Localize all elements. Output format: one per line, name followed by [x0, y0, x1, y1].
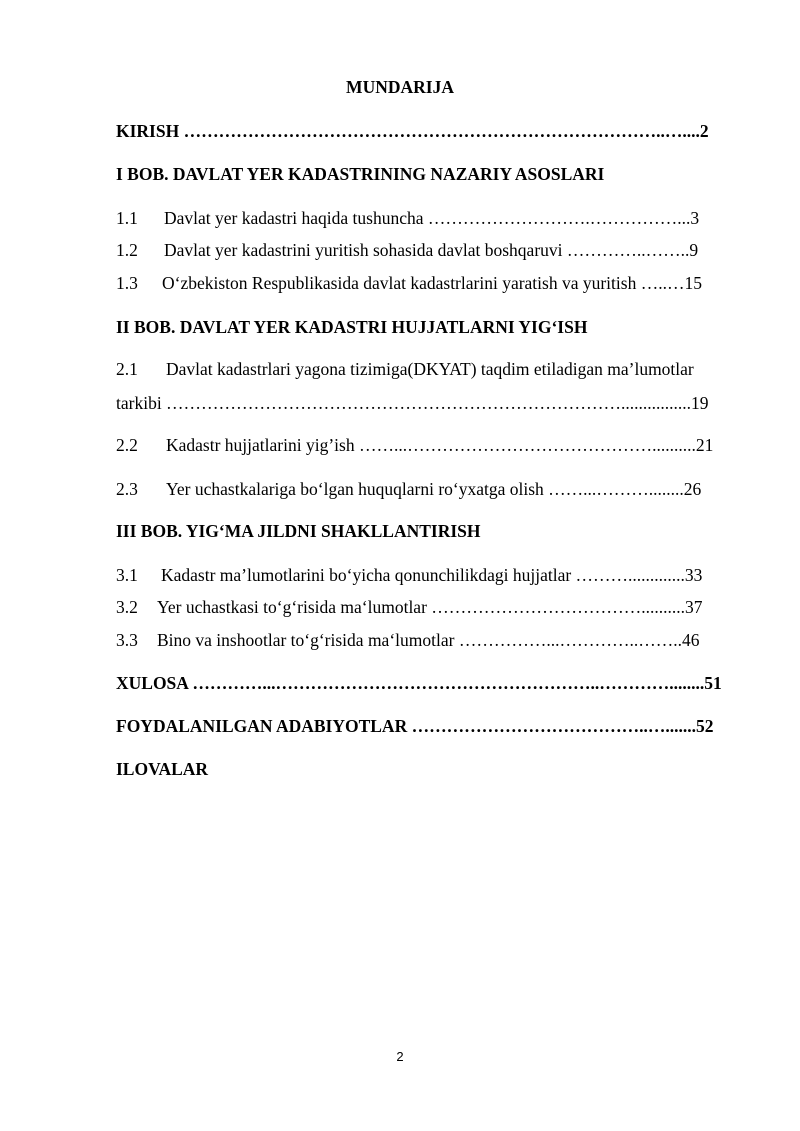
section-title: Davlat yer kadastri haqida tushuncha ……………………….……………...3 [164, 208, 700, 228]
section-number: 2.2 [116, 435, 138, 455]
section-number: 3.1 [116, 565, 138, 585]
section-title: Davlat kadastrlari yagona tizimiga(DKYAT) taqdim etiladigan ma’lumotlar [166, 359, 694, 379]
toc-entry-3-2 [116, 596, 703, 618]
section-title: Bino va inshootlar to‘g‘risida ma‘lumotlar ……………...…………..……..46 [157, 630, 700, 650]
section-title: Kadastr ma’lumotlarini bo‘yicha qonunchilikdagi hujjatlar ……….............33 [161, 565, 703, 585]
section-title: Davlat yer kadastrini yuritish sohasida davlat boshqaruvi …………..……..9 [164, 240, 699, 260]
toc-title: MUNDARIJA [346, 77, 454, 97]
toc-entry-1-3 [116, 272, 702, 294]
toc-entry-2-1-continued: tarkibi ……………………………………………………………………................19 [116, 393, 709, 413]
section-title: O‘zbekiston Respublikasida davlat kadastrlarini yaratish va yuritish …..…15 [162, 273, 702, 293]
toc-entry-3-3 [116, 629, 699, 651]
section-number: 2.3 [116, 479, 138, 499]
toc-entry-1-1 [116, 207, 699, 229]
chapter-2-heading: II BOB. DAVLAT YER KADASTRI HUJJATLARNI YIG‘ISH [116, 317, 588, 337]
chapter-1-heading: I BOB. DAVLAT YER KADASTRINING NAZARIY ASOSLARI [116, 164, 605, 184]
toc-entry-ilovalar: ILOVALAR [116, 759, 209, 779]
toc-entry-3-1 [116, 564, 702, 586]
chapter-3-heading: III BOB. YIG‘MA JILDNI SHAKLLANTIRISH [116, 521, 481, 541]
toc-entry-foydalanilgan-adabiyotlar: FOYDALANILGAN ADABIYOTLAR …………………………………..….......52 [116, 716, 714, 736]
section-title: Kadastr hujjatlarini yig’ish ……...……………………………………..........21 [166, 435, 714, 455]
section-number: 2.1 [116, 359, 138, 379]
section-number: 3.2 [116, 597, 138, 617]
toc-entry-kirish: KIRISH ………………………………………………………………………..…....2 [116, 121, 709, 141]
toc-entry-2-2 [116, 434, 713, 456]
page-number: 2 [396, 1049, 404, 1064]
toc-entry-2-1 [116, 358, 694, 380]
section-number: 1.2 [116, 240, 138, 260]
toc-entry-xulosa: XULOSA …………...………………………………………………..…………........51 [116, 673, 722, 693]
section-title: Yer uchastkalariga bo‘lgan huquqlarni ro‘yxatga olish ……...………........26 [166, 479, 702, 499]
section-title: Yer uchastkasi to‘g‘risida ma‘lumotlar ………………………………..........37 [157, 597, 703, 617]
toc-entry-1-2 [116, 239, 698, 261]
section-number: 3.3 [116, 630, 138, 650]
section-number: 1.3 [116, 273, 138, 293]
toc-entry-2-3 [116, 478, 701, 500]
section-number: 1.1 [116, 208, 138, 228]
